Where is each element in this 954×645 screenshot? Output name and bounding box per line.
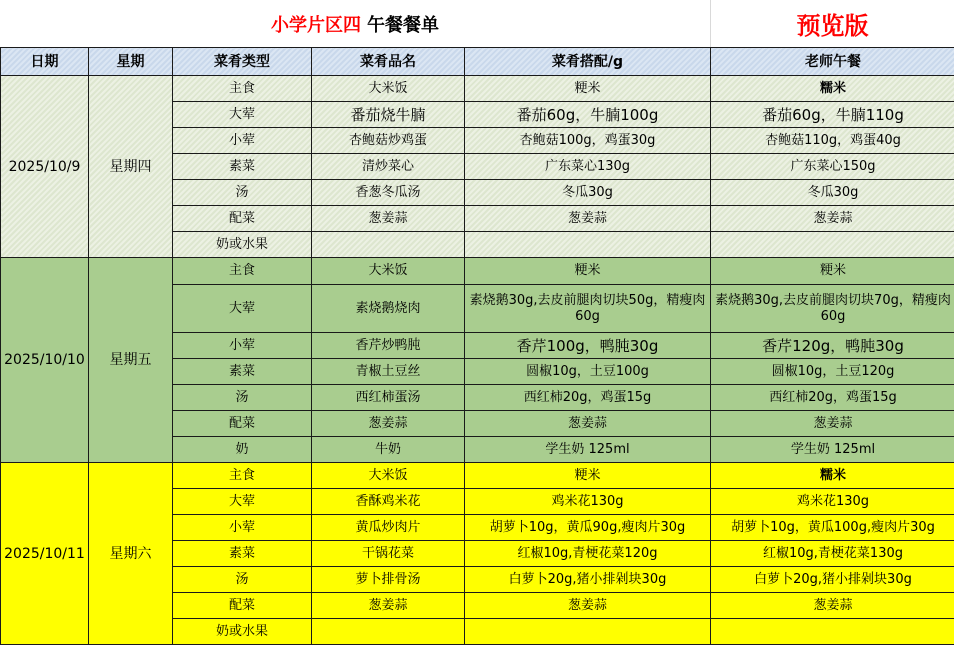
dish-type-cell[interactable]: 素菜 xyxy=(173,359,312,385)
teacher-lunch-cell[interactable]: 杏鲍菇110g，鸡蛋40g xyxy=(711,128,954,154)
dish-type-cell[interactable]: 汤 xyxy=(173,567,312,593)
table-row xyxy=(1,76,954,102)
teacher-lunch-cell[interactable]: 糯米 xyxy=(711,76,954,102)
dish-name-cell[interactable]: 大米饭 xyxy=(312,76,465,102)
dish-name-cell[interactable]: 葱姜蒜 xyxy=(312,206,465,232)
dish-type-cell[interactable]: 大荤 xyxy=(173,102,312,128)
dish-type-cell[interactable]: 主食 xyxy=(173,76,312,102)
menu-table xyxy=(0,47,954,645)
ingredients-cell[interactable]: 素烧鹅30g,去皮前腿肉切块50g，精瘦肉60g xyxy=(465,285,711,333)
teacher-lunch-cell[interactable]: 粳米 xyxy=(711,258,954,285)
dish-name-cell[interactable]: 清炒菜心 xyxy=(312,154,465,180)
menu-title-cell[interactable] xyxy=(0,0,711,47)
dish-type-cell[interactable]: 大荤 xyxy=(173,489,312,515)
ingredients-cell[interactable]: 葱姜蒜 xyxy=(465,206,711,232)
dish-name-cell[interactable]: 葱姜蒜 xyxy=(312,411,465,437)
ingredients-cell[interactable]: 圆椒10g，土豆100g xyxy=(465,359,711,385)
ingredients-cell[interactable]: 香芹100g，鸭肫30g xyxy=(465,333,711,359)
dish-name-cell[interactable]: 香葱冬瓜汤 xyxy=(312,180,465,206)
dish-name-cell[interactable] xyxy=(312,232,465,258)
dish-type-cell[interactable]: 主食 xyxy=(173,463,312,489)
dish-type-cell[interactable]: 素菜 xyxy=(173,541,312,567)
ingredients-cell[interactable]: 葱姜蒜 xyxy=(465,411,711,437)
meal-title: 午餐餐单 xyxy=(367,14,439,36)
dish-name-cell[interactable]: 葱姜蒜 xyxy=(312,593,465,619)
dish-name-cell[interactable]: 萝卜排骨汤 xyxy=(312,567,465,593)
teacher-lunch-cell[interactable]: 冬瓜30g xyxy=(711,180,954,206)
teacher-lunch-cell[interactable]: 葱姜蒜 xyxy=(711,593,954,619)
dish-name-cell[interactable] xyxy=(312,619,465,645)
header-ingredients[interactable]: 菜肴搭配/g xyxy=(465,48,711,76)
dish-type-cell[interactable]: 小荤 xyxy=(173,333,312,359)
dish-name-cell[interactable]: 大米饭 xyxy=(312,463,465,489)
dish-name-cell[interactable]: 素烧鹅烧肉 xyxy=(312,285,465,333)
teacher-lunch-cell[interactable]: 葱姜蒜 xyxy=(711,411,954,437)
weekday-cell[interactable]: 星期六 xyxy=(89,463,173,645)
dish-type-cell[interactable]: 配菜 xyxy=(173,411,312,437)
dish-name-cell[interactable]: 番茄烧牛腩 xyxy=(312,102,465,128)
dish-name-cell[interactable]: 香酥鸡米花 xyxy=(312,489,465,515)
teacher-lunch-cell[interactable]: 番茄60g，牛腩110g xyxy=(711,102,954,128)
dish-name-cell[interactable]: 黄瓜炒肉片 xyxy=(312,515,465,541)
ingredients-cell[interactable]: 冬瓜30g xyxy=(465,180,711,206)
teacher-lunch-cell[interactable]: 香芹120g，鸭肫30g xyxy=(711,333,954,359)
dish-type-cell[interactable]: 奶 xyxy=(173,437,312,463)
teacher-lunch-cell[interactable] xyxy=(711,619,954,645)
teacher-lunch-cell[interactable]: 学生奶 125ml xyxy=(711,437,954,463)
teacher-lunch-cell[interactable]: 鸡米花130g xyxy=(711,489,954,515)
date-cell[interactable]: 2025/10/11 xyxy=(1,463,89,645)
teacher-lunch-cell[interactable]: 葱姜蒜 xyxy=(711,206,954,232)
dish-type-cell[interactable]: 小荤 xyxy=(173,128,312,154)
school-area-title: 小学片区四 xyxy=(271,14,361,36)
ingredients-cell[interactable] xyxy=(465,619,711,645)
preview-label[interactable]: 预览版 xyxy=(796,12,869,40)
header-teacher-lunch[interactable]: 老师午餐 xyxy=(711,48,954,76)
teacher-lunch-cell[interactable]: 圆椒10g，土豆120g xyxy=(711,359,954,385)
teacher-lunch-cell[interactable]: 广东菜心150g xyxy=(711,154,954,180)
ingredients-cell[interactable]: 番茄60g，牛腩100g xyxy=(465,102,711,128)
dish-name-cell[interactable]: 香芹炒鸭肫 xyxy=(312,333,465,359)
ingredients-cell[interactable]: 杏鲍菇100g，鸡蛋30g xyxy=(465,128,711,154)
dish-name-cell[interactable]: 杏鲍菇炒鸡蛋 xyxy=(312,128,465,154)
weekday-cell[interactable]: 星期四 xyxy=(89,76,173,258)
weekday-cell[interactable]: 星期五 xyxy=(89,258,173,463)
dish-type-cell[interactable]: 小荤 xyxy=(173,515,312,541)
header-weekday[interactable]: 星期 xyxy=(89,48,173,76)
teacher-lunch-cell[interactable]: 红椒10g,青梗花菜130g xyxy=(711,541,954,567)
dish-name-cell[interactable]: 牛奶 xyxy=(312,437,465,463)
dish-name-cell[interactable]: 大米饭 xyxy=(312,258,465,285)
dish-type-cell[interactable]: 奶或水果 xyxy=(173,232,312,258)
dish-type-cell[interactable]: 素菜 xyxy=(173,154,312,180)
header-dish-name[interactable]: 菜肴品名 xyxy=(312,48,465,76)
ingredients-cell[interactable] xyxy=(465,232,711,258)
ingredients-cell[interactable]: 葱姜蒜 xyxy=(465,593,711,619)
ingredients-cell[interactable]: 粳米 xyxy=(465,463,711,489)
header-date[interactable]: 日期 xyxy=(1,48,89,76)
dish-name-cell[interactable]: 干锅花菜 xyxy=(312,541,465,567)
dish-type-cell[interactable]: 配菜 xyxy=(173,206,312,232)
ingredients-cell[interactable]: 粳米 xyxy=(465,258,711,285)
teacher-lunch-cell[interactable]: 糯米 xyxy=(711,463,954,489)
teacher-lunch-cell[interactable]: 胡萝卜10g，黄瓜100g,瘦肉片30g xyxy=(711,515,954,541)
teacher-lunch-cell[interactable] xyxy=(711,232,954,258)
dish-name-cell[interactable]: 青椒土豆丝 xyxy=(312,359,465,385)
dish-type-cell[interactable]: 配菜 xyxy=(173,593,312,619)
header-row xyxy=(1,48,954,76)
ingredients-cell[interactable]: 胡萝卜10g，黄瓜90g,瘦肉片30g xyxy=(465,515,711,541)
ingredients-cell[interactable]: 鸡米花130g xyxy=(465,489,711,515)
dish-type-cell[interactable]: 主食 xyxy=(173,258,312,285)
teacher-lunch-cell[interactable]: 素烧鹅30g,去皮前腿肉切块70g，精瘦肉60g xyxy=(711,285,954,333)
ingredients-cell[interactable]: 西红柿20g，鸡蛋15g xyxy=(465,385,711,411)
teacher-lunch-cell[interactable]: 白萝卜20g,猪小排剁块30g xyxy=(711,567,954,593)
table-row xyxy=(1,463,954,489)
ingredients-cell[interactable]: 粳米 xyxy=(465,76,711,102)
dish-type-cell[interactable]: 大荤 xyxy=(173,285,312,333)
dish-type-cell[interactable]: 汤 xyxy=(173,385,312,411)
dish-type-cell[interactable]: 奶或水果 xyxy=(173,619,312,645)
ingredients-cell[interactable]: 学生奶 125ml xyxy=(465,437,711,463)
table-row xyxy=(1,258,954,285)
date-cell[interactable]: 2025/10/9 xyxy=(1,76,89,258)
teacher-lunch-cell[interactable]: 西红柿20g，鸡蛋15g xyxy=(711,385,954,411)
ingredients-cell[interactable]: 白萝卜20g,猪小排剁块30g xyxy=(465,567,711,593)
dish-type-cell[interactable]: 汤 xyxy=(173,180,312,206)
date-cell[interactable]: 2025/10/10 xyxy=(1,258,89,463)
dish-name-cell[interactable]: 西红柿蛋汤 xyxy=(312,385,465,411)
header-dish-type[interactable]: 菜肴类型 xyxy=(173,48,312,76)
ingredients-cell[interactable]: 广东菜心130g xyxy=(465,154,711,180)
ingredients-cell[interactable]: 红椒10g,青梗花菜120g xyxy=(465,541,711,567)
title-row xyxy=(0,0,954,47)
